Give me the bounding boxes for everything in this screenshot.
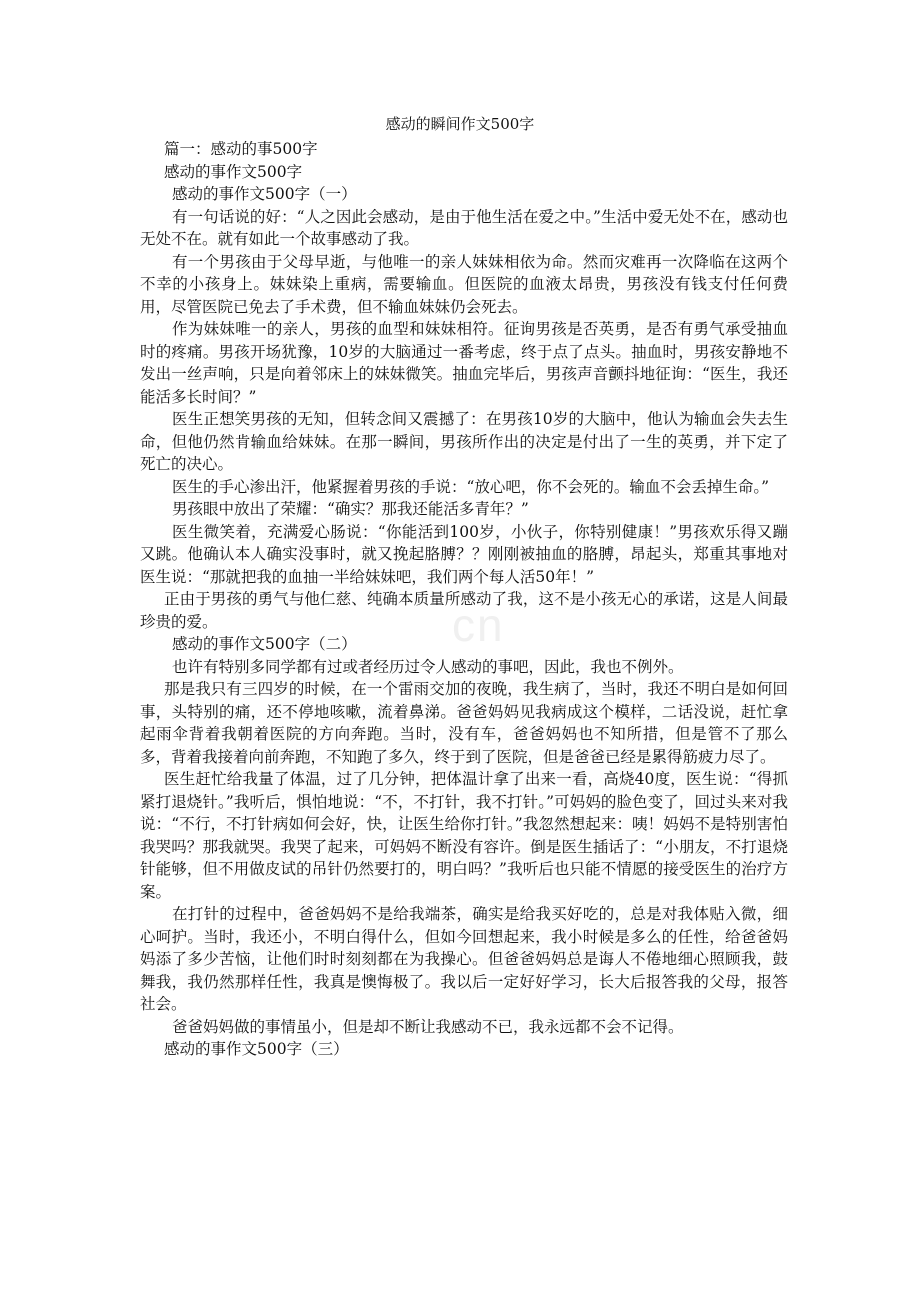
paragraph: 医生的手心渗出汗，他紧握着男孩的手说：“放心吧，你不会死的。输血不会丢掉生命。” <box>172 477 770 496</box>
paragraph: 作为妹妹唯一的亲人，男孩的血型和妹妹相符。征询男孩是否英勇，是否有勇气承受抽血时的疼痛。男孩开场犹豫，10岁的大脑通过一番考虑，终于点了点头。抽血时，男孩安静地不发出一丝声响，只是向着邻床上的妹妹微笑。抽血完毕后，男孩声音颤抖地征询：“医生，我还能活多长时间？” <box>140 320 788 406</box>
sub-heading: 感动的事作文500字 <box>164 162 303 181</box>
document-body <box>140 138 788 1061</box>
part-heading-3: 感动的事作文500字（三） <box>164 1040 349 1058</box>
paragraph: 爸爸妈妈做的事情虽小，但是却不断让我感动不已，我永远都不会不记得。 <box>172 1017 684 1036</box>
paragraph: 正由于男孩的勇气与他仁慈、纯确本质量所感动了我，这不是小孩无心的承诺，这是人间最珍贵的爱。 <box>140 590 788 631</box>
paragraph: 也许有特别多同学都有过或者经历过令人感动的事吧，因此，我也不例外。 <box>172 657 684 676</box>
paragraph: 有一句话说的好：“人之因此会感动，是由于他生活在爱之中。”生活中爱无处不在，感动也无处不在。就有如此一个故事感动了我。 <box>140 207 788 248</box>
section-heading: 篇一：感动的事500字 <box>164 140 318 158</box>
paragraph: 那是我只有三四岁的时候，在一个雷雨交加的夜晚，我生病了，当时，我还不明白是如何回事，头特别的痛，还不停地咳嗽，流着鼻涕。爸爸妈妈见我病成这个模样，二话没说，赶忙拿起雨伞背着我朝着医院的方向奔跑。当时，没有车，爸爸妈妈也不知所措，但是管不了那么多，背着我接着向前奔跑，不知跑了多久，终于到了医院，但是爸爸已经是累得筋疲力尽了。 <box>140 680 788 766</box>
paragraph: 医生正想笑男孩的无知，但转念间又震撼了：在男孩10岁的大脑中，他认为输血会失去生命，但他仍然肯输血给妹妹。在那一瞬间，男孩所作出的决定是付出了一生的英勇，并下定了死亡的决心。 <box>140 410 788 473</box>
paragraph: 医生赶忙给我量了体温，过了几分钟，把体温计拿了出来一看，高烧40度，医生说：“得抓紧打退烧针。”我听后，惧怕地说：“不，不打针，我不打针。”可妈妈的脸色变了，回过头来对我说：“不行，不打针病如何会好，快，让医生给你打针。”我忽然想起来：咦！妈妈不是特别害怕我哭吗？那我就哭。我哭了起来，可妈妈不断没有容许。倒是医生插话了：“小朋友，不打退烧针能够，但不用做皮试的吊针仍然要打的，明白吗？”我听后也只能不情愿的接受医生的治疗方案。 <box>140 770 788 901</box>
paragraph: 有一个男孩由于父母早逝，与他唯一的亲人妹妹相依为命。然而灾难再一次降临在这两个不幸的小孩身上。妹妹染上重病，需要输血。但医院的血液太昂贵，男孩没有钱支付任何费用，尽管医院已免去了手术费，但不输血妹妹仍会死去。 <box>140 252 788 316</box>
document-title: 感动的瞬间作文500字 <box>385 115 535 133</box>
part-heading-1: 感动的事作文500字（一） <box>172 185 357 203</box>
paragraph: 医生微笑着，充满爱心肠说：“你能活到100岁，小伙子，你特别健康！”男孩欢乐得又蹦又跳。他确认本人确实没事时，就又挽起胳膊？？刚刚被抽血的胳膊，昂起头，郑重其事地对医生说：“那就把我的血抽一半给妹妹吧，我们两个每人活50年！” <box>140 522 788 586</box>
paragraph: 在打针的过程中，爸爸妈妈不是给我端茶，确实是给我买好吃的，总是对我体贴入微，细心呵护。当时，我还小，不明白得什么，但如今回想起来，我小时候是多么的任性，给爸爸妈妈添了多少苦恼，让他们时时刻刻都在为我操心。但爸爸妈妈总是诲人不倦地细心照顾我，鼓舞我，我仍然那样任性，我真是懊悔极了。我以后一定好好学习，长大后报答我的父母，报答社会。 <box>140 905 788 1013</box>
part-heading-2: 感动的事作文500字（二） <box>172 635 357 653</box>
paragraph: 男孩眼中放出了荣耀：“确实？那我还能活多青年？” <box>172 500 529 518</box>
watermark: cn <box>452 599 505 651</box>
